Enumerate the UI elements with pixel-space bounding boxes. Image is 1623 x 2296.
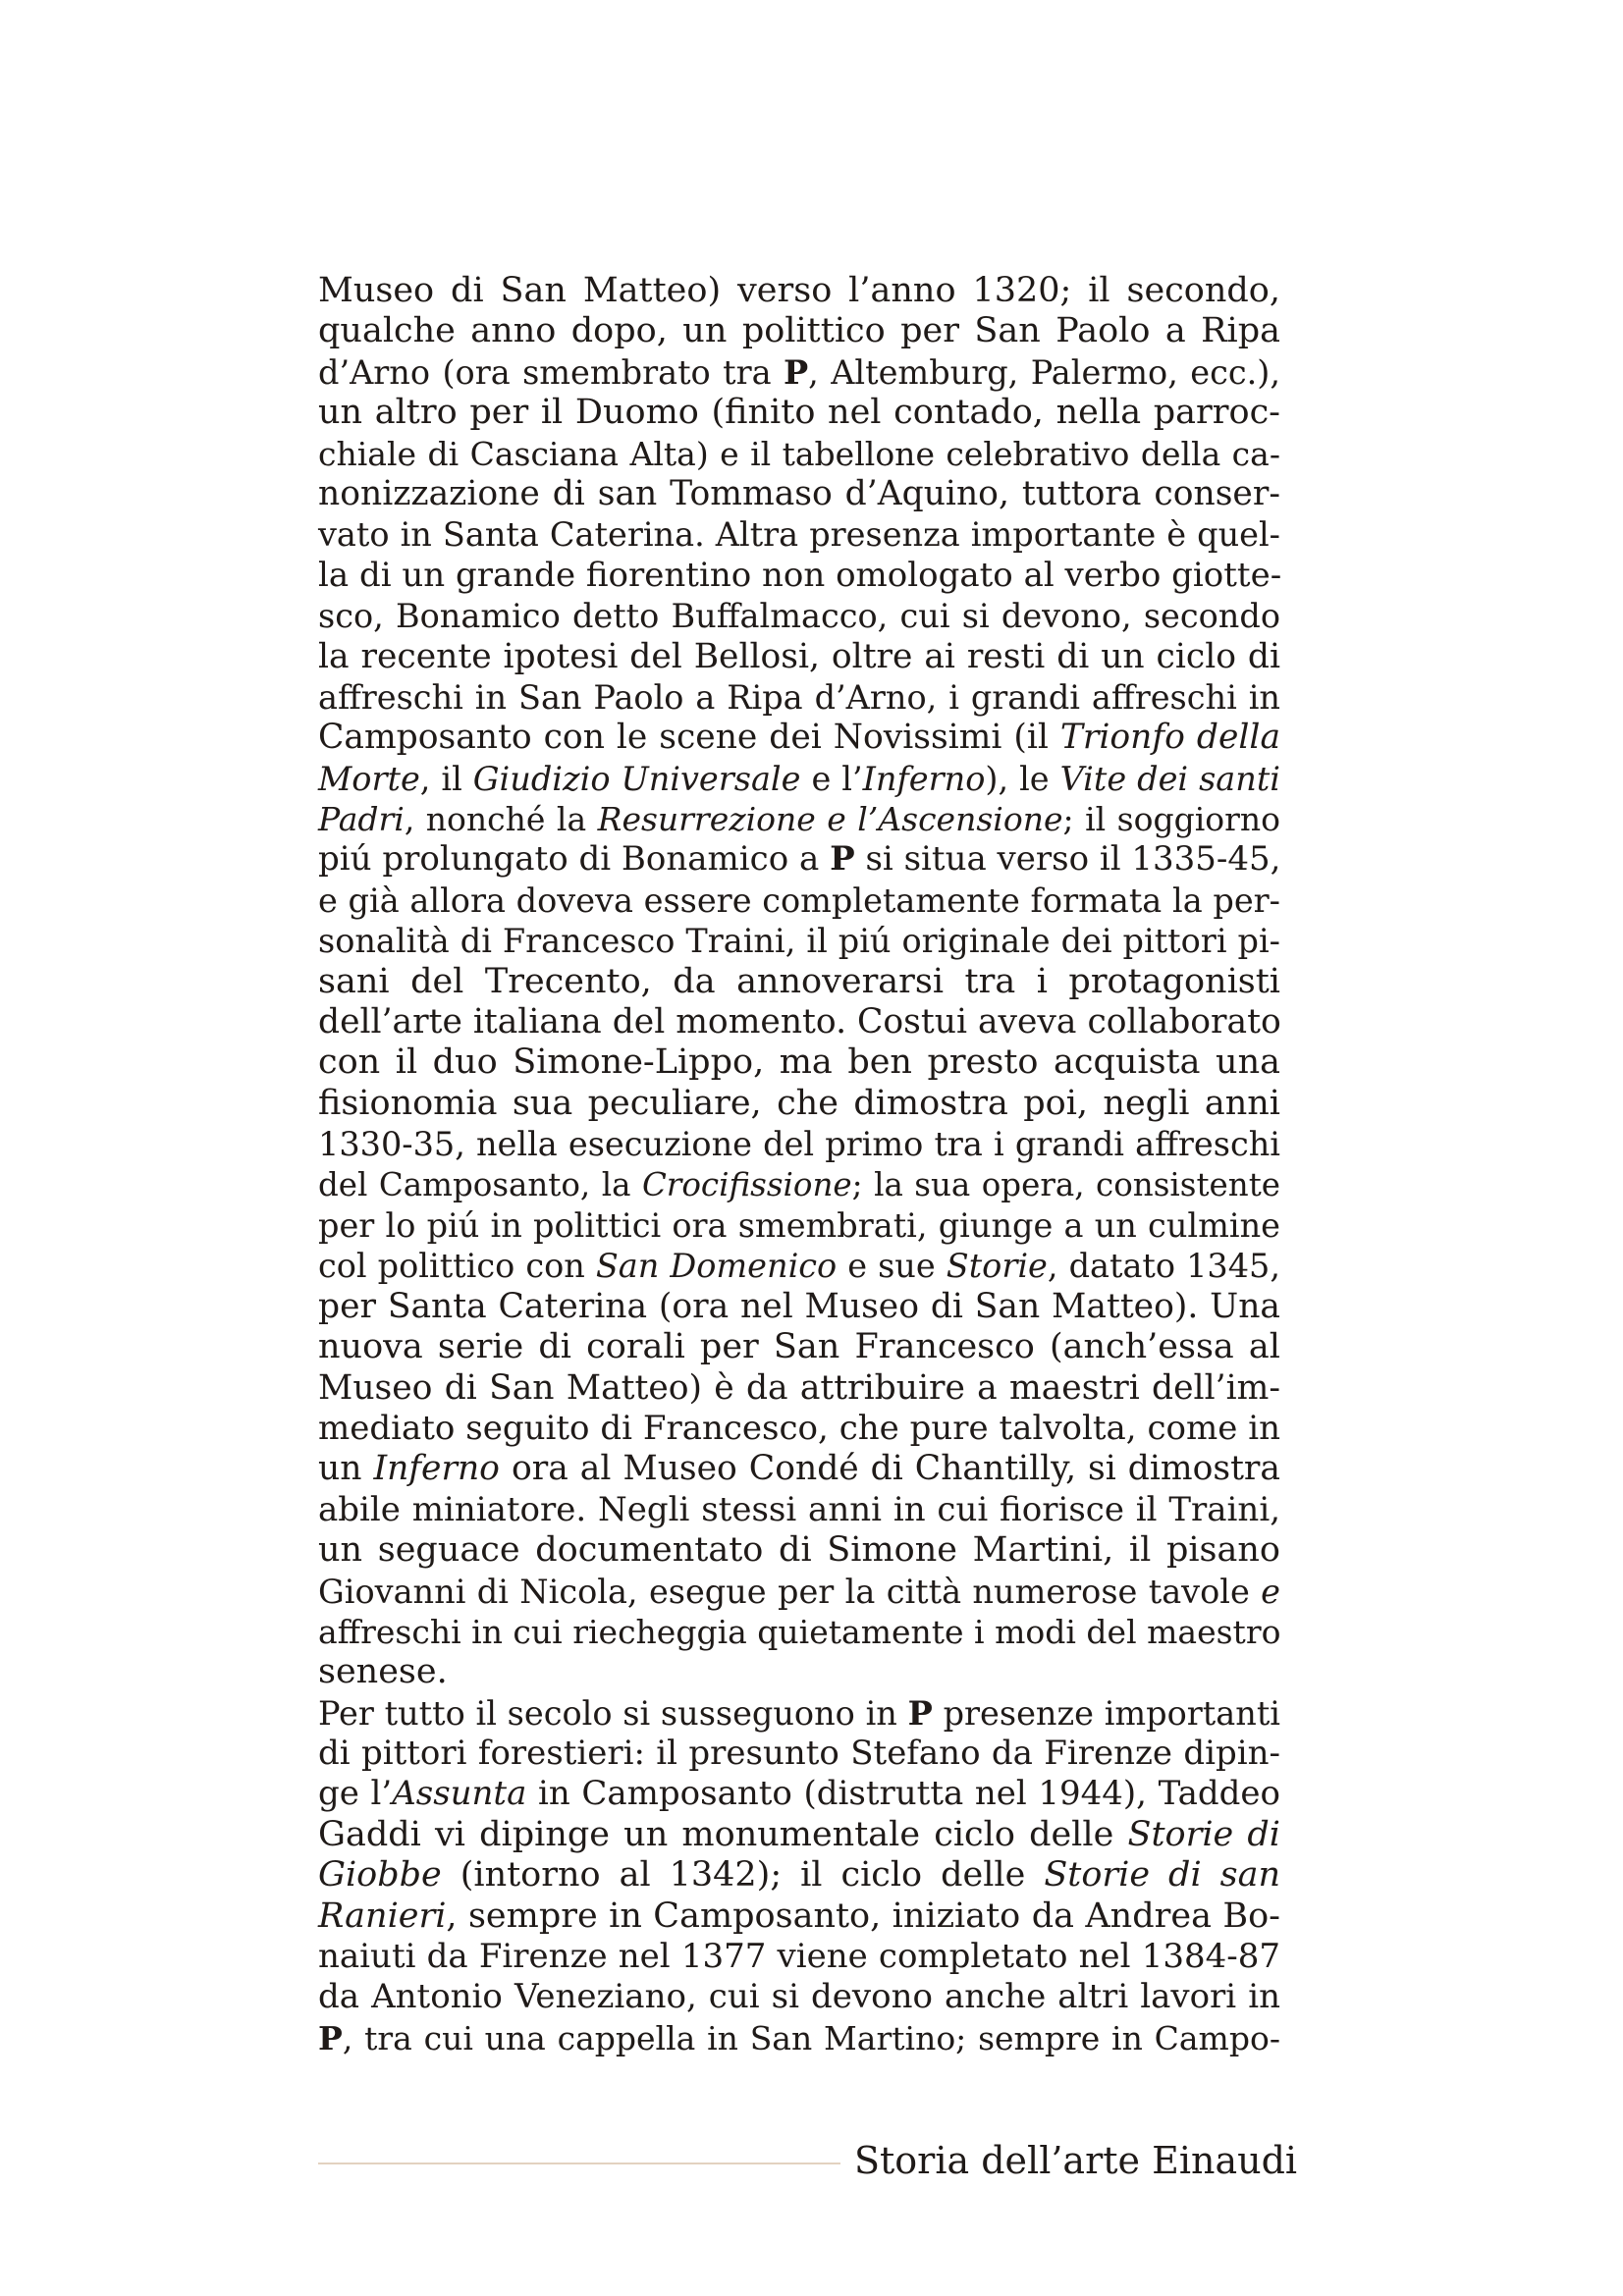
text-segment: , sempre in Camposanto, iniziato da Andrea Bo- bbox=[446, 1896, 1280, 1936]
text-segment: , datato 1345, bbox=[1047, 1247, 1280, 1286]
text-segment: Per tutto il secolo si susseguono in bbox=[318, 1693, 908, 1733]
text-line bbox=[318, 2018, 1280, 2058]
text-line bbox=[318, 799, 1280, 839]
italic-text: Padri bbox=[318, 800, 405, 839]
text-segment: , nonché la bbox=[404, 800, 598, 839]
bold-text: P bbox=[830, 839, 855, 880]
text-line bbox=[318, 596, 1280, 636]
text-line bbox=[318, 1124, 1280, 1164]
text-segment: abile miniatore. Negli stessi anni in cui fiorisce il Traini, bbox=[318, 1489, 1280, 1529]
text-line bbox=[318, 352, 1280, 393]
body-text bbox=[318, 271, 1280, 2058]
bold-text: P bbox=[907, 1693, 933, 1733]
text-line bbox=[318, 1246, 1280, 1286]
text-segment: di pittori forestieri: il presunto Stefano da Firenze dipin- bbox=[318, 1734, 1280, 1774]
text-line bbox=[318, 1530, 1280, 1571]
text-line bbox=[318, 677, 1280, 718]
italic-text: San Domenico bbox=[595, 1247, 838, 1286]
italic-text: Inferno bbox=[862, 759, 986, 798]
text-segment: un bbox=[318, 1449, 374, 1489]
text-segment: e già allora doveva essere completamente formata la per- bbox=[318, 881, 1280, 920]
text-line bbox=[318, 921, 1280, 961]
text-line bbox=[318, 1693, 1280, 1734]
text-segment: sonalità di Francesco Traini, il piú originale dei pittori pi- bbox=[318, 922, 1280, 961]
text-segment: Gaddi vi dipinge un monumentale ciclo delle bbox=[318, 1814, 1128, 1854]
text-segment: , il bbox=[419, 759, 473, 798]
text-segment: presenze importanti bbox=[932, 1693, 1280, 1733]
text-line bbox=[318, 839, 1280, 880]
text-segment: da Antonio Veneziano, cui si devono anche altri lavori in bbox=[318, 1977, 1280, 2017]
text-line bbox=[318, 1855, 1280, 1896]
text-segment: per Santa Caterina (ora nel Museo di San Matteo). Una bbox=[318, 1286, 1280, 1326]
text-segment: sco, Bonamico detto Buffalmacco, cui si devono, secondo bbox=[318, 597, 1280, 636]
italic-text: Morte bbox=[318, 759, 420, 798]
text-segment: affreschi in cui riecheggia quietamente i modi del maestro bbox=[318, 1612, 1281, 1651]
text-line bbox=[318, 1652, 1280, 1692]
text-segment: la di un grande fiorentino non omologato al verbo giotte- bbox=[318, 555, 1282, 595]
text-segment: col polittico con bbox=[318, 1247, 596, 1286]
text-segment: e l’ bbox=[800, 759, 863, 798]
footer-title: Storia dell’arte Einaudi bbox=[854, 2139, 1298, 2182]
italic-text: Crocifissione bbox=[641, 1165, 852, 1203]
bold-text: P bbox=[783, 352, 809, 392]
text-line bbox=[318, 1490, 1280, 1530]
text-line bbox=[318, 1815, 1280, 1855]
text-segment: nonizzazione di san Tommaso d’Aquino, tuttora conser- bbox=[318, 473, 1280, 513]
bold-text: P bbox=[318, 2018, 343, 2057]
text-segment: piú prolungato di Bonamico a bbox=[318, 839, 831, 880]
text-line bbox=[318, 1937, 1280, 1977]
text-line bbox=[318, 1327, 1280, 1367]
text-line bbox=[318, 1449, 1280, 1489]
text-segment: affreschi in San Paolo a Ripa d’Arno, i grandi affreschi in bbox=[318, 677, 1280, 717]
text-segment: senese. bbox=[318, 1652, 448, 1692]
text-line bbox=[318, 1084, 1280, 1124]
text-segment: Camposanto con le scene dei Novissimi (il bbox=[318, 718, 1060, 758]
text-segment: dell’arte italiana del momento. Costui aveva collaborato bbox=[318, 1002, 1281, 1042]
italic-text: Storie di bbox=[1127, 1814, 1280, 1854]
text-segment: , Altemburg, Palermo, ecc.), bbox=[808, 352, 1280, 392]
text-line bbox=[318, 1734, 1280, 1774]
text-line bbox=[318, 718, 1280, 758]
text-segment: Museo di San Matteo) verso l’anno 1320; il secondo, bbox=[318, 271, 1280, 310]
italic-text: Storie di san bbox=[1044, 1855, 1280, 1896]
text-line bbox=[318, 1409, 1280, 1449]
text-segment: nuova serie di corali per San Francesco (anch’essa al bbox=[318, 1327, 1280, 1367]
text-segment: ; il soggiorno bbox=[1062, 800, 1281, 839]
text-segment: , tra cui una cappella in San Martino; sempre in Campo- bbox=[342, 2018, 1280, 2057]
text-segment: ge l’ bbox=[318, 1774, 393, 1814]
text-line bbox=[318, 1572, 1280, 1612]
text-segment: d’Arno (ora smembrato tra bbox=[318, 352, 784, 392]
text-line bbox=[318, 474, 1280, 514]
text-line bbox=[318, 962, 1280, 1002]
text-segment: del Camposanto, la bbox=[318, 1165, 642, 1203]
text-line bbox=[318, 881, 1280, 921]
text-segment: la recente ipotesi del Bellosi, oltre ai resti di un ciclo di bbox=[318, 636, 1280, 676]
text-line bbox=[318, 514, 1280, 555]
footer-rule bbox=[318, 2163, 840, 2164]
italic-text: Inferno bbox=[373, 1449, 500, 1489]
text-segment: naiuti da Firenze nel 1377 viene completato nel 1384-87 bbox=[318, 1937, 1280, 1977]
text-segment: per lo piú in polittici ora smembrati, giunge a un culmine bbox=[318, 1205, 1280, 1245]
text-line bbox=[318, 1896, 1280, 1937]
text-line bbox=[318, 1042, 1280, 1083]
text-line bbox=[318, 1368, 1280, 1409]
text-line bbox=[318, 1774, 1280, 1814]
text-line bbox=[318, 311, 1280, 351]
text-line bbox=[318, 434, 1280, 474]
text-line bbox=[318, 1612, 1280, 1652]
text-segment: 1330-35, nella esecuzione del primo tra i grandi affreschi bbox=[318, 1125, 1280, 1164]
text-segment: vato in Santa Caterina. Altra presenza importante è quel- bbox=[318, 515, 1280, 555]
text-segment: un altro per il Duomo (finito nel contado, nella parroc- bbox=[318, 393, 1280, 433]
italic-text: Resurrezione e l’Ascensione bbox=[597, 800, 1063, 839]
text-line bbox=[318, 759, 1280, 799]
text-segment: mediato seguito di Francesco, che pure talvolta, come in bbox=[318, 1408, 1280, 1448]
text-segment: Museo di San Matteo) è da attribuire a maestri dell’im- bbox=[318, 1367, 1280, 1408]
text-line bbox=[318, 1205, 1280, 1246]
italic-text: Storie bbox=[946, 1247, 1048, 1286]
text-line bbox=[318, 1002, 1280, 1042]
text-line bbox=[318, 1977, 1280, 2017]
text-segment: con il duo Simone-Lippo, ma ben presto acquista una bbox=[318, 1042, 1280, 1083]
text-line bbox=[318, 271, 1280, 311]
text-line bbox=[318, 637, 1280, 677]
text-segment: in Camposanto (distrutta nel 1944), Taddeo bbox=[526, 1774, 1281, 1814]
italic-text: Trionfo della bbox=[1059, 718, 1281, 758]
text-segment: un seguace documentato di Simone Martini, il pisano bbox=[318, 1530, 1280, 1571]
text-segment: fisionomia sua peculiare, che dimostra poi, negli anni bbox=[318, 1083, 1280, 1123]
italic-text: Vite dei santi bbox=[1059, 759, 1280, 798]
text-segment: si situa verso il 1335-45, bbox=[854, 839, 1281, 880]
text-segment: chiale di Casciana Alta) e il tabellone celebrativo della ca- bbox=[318, 434, 1280, 473]
text-segment: sani del Trecento, da annoverarsi tra i protagonisti bbox=[318, 961, 1280, 1001]
text-line bbox=[318, 1287, 1280, 1327]
text-segment: e sue bbox=[837, 1247, 947, 1286]
text-segment: ; la sua opera, consistente bbox=[851, 1165, 1280, 1203]
italic-text: e bbox=[1261, 1572, 1280, 1611]
text-segment: Giovanni di Nicola, esegue per la città numerose tavole bbox=[318, 1572, 1262, 1611]
italic-text: Giobbe bbox=[318, 1855, 442, 1896]
text-segment: ora al Museo Condé di Chantilly, si dimostra bbox=[499, 1449, 1280, 1489]
italic-text: Assunta bbox=[392, 1774, 527, 1814]
italic-text: Giudizio Universale bbox=[472, 759, 801, 798]
text-segment: ), le bbox=[985, 759, 1060, 798]
italic-text: Ranieri bbox=[318, 1896, 447, 1936]
text-line bbox=[318, 393, 1280, 433]
text-segment: (intorno al 1342); il ciclo delle bbox=[441, 1855, 1045, 1896]
text-segment: qualche anno dopo, un polittico per San Paolo a Ripa bbox=[318, 311, 1280, 351]
text-line bbox=[318, 1165, 1280, 1205]
text-line bbox=[318, 556, 1280, 596]
